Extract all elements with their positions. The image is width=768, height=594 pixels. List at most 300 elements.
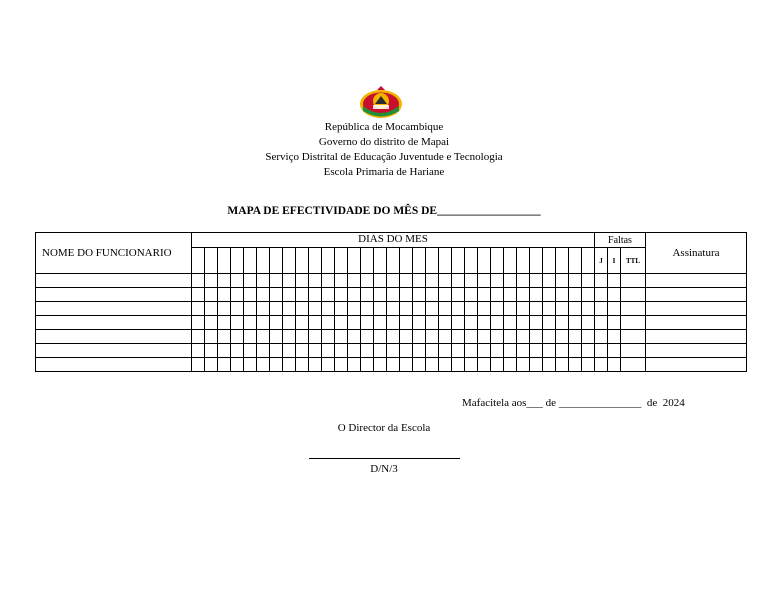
table-cell[interactable] (595, 274, 608, 288)
day-column-cell (309, 248, 322, 274)
director-label: O Director da Escola (337, 422, 431, 434)
table-cell[interactable] (244, 344, 257, 358)
table-cell[interactable] (465, 344, 478, 358)
table-cell[interactable] (491, 344, 504, 358)
table-cell[interactable] (465, 316, 478, 330)
signature-cell[interactable] (646, 288, 747, 302)
table-cell[interactable] (517, 274, 530, 288)
day-column-cell (569, 248, 582, 274)
table-cell[interactable] (374, 316, 387, 330)
table-cell[interactable] (335, 358, 348, 372)
table-cell[interactable] (569, 358, 582, 372)
table-cell[interactable] (192, 316, 205, 330)
signature-cell[interactable] (646, 274, 747, 288)
table-cell[interactable] (504, 344, 517, 358)
table-cell[interactable] (348, 316, 361, 330)
table-cell[interactable] (426, 330, 439, 344)
table-cell[interactable] (309, 344, 322, 358)
day-column-cell (413, 248, 426, 274)
table-cell[interactable] (543, 316, 556, 330)
table-cell[interactable] (517, 316, 530, 330)
table-cell[interactable] (530, 330, 543, 344)
table-cell[interactable] (387, 358, 400, 372)
table-cell[interactable] (426, 274, 439, 288)
name-cell[interactable] (36, 316, 192, 330)
table-cell[interactable] (218, 316, 231, 330)
table-cell[interactable] (530, 274, 543, 288)
table-row (36, 302, 747, 316)
table-cell[interactable] (569, 316, 582, 330)
table-cell[interactable] (296, 274, 309, 288)
table-cell[interactable] (244, 330, 257, 344)
table-cell[interactable] (595, 316, 608, 330)
table-cell[interactable] (413, 288, 426, 302)
table-cell[interactable] (465, 288, 478, 302)
table-cell[interactable] (244, 316, 257, 330)
table-cell[interactable] (478, 302, 491, 316)
table-cell[interactable] (348, 302, 361, 316)
table-cell[interactable] (439, 358, 452, 372)
table-cell[interactable] (426, 344, 439, 358)
table-cell[interactable] (530, 288, 543, 302)
table-cell[interactable] (400, 358, 413, 372)
table-cell[interactable] (621, 274, 646, 288)
table-cell[interactable] (387, 288, 400, 302)
document-code: D/N/3 (370, 463, 398, 475)
table-cell[interactable] (426, 358, 439, 372)
table-cell[interactable] (556, 344, 569, 358)
day-column-cell (296, 248, 309, 274)
table-cell[interactable] (192, 330, 205, 344)
table-cell[interactable] (387, 316, 400, 330)
table-cell[interactable] (374, 288, 387, 302)
table-cell[interactable] (413, 274, 426, 288)
day-column-cell (439, 248, 452, 274)
table-cell[interactable] (452, 316, 465, 330)
table-cell[interactable] (582, 358, 595, 372)
table-cell[interactable] (569, 288, 582, 302)
table-cell[interactable] (270, 316, 283, 330)
table-cell[interactable] (348, 288, 361, 302)
table-cell[interactable] (374, 330, 387, 344)
table-cell[interactable] (530, 344, 543, 358)
table-cell[interactable] (556, 274, 569, 288)
table-cell[interactable] (621, 316, 646, 330)
table-cell[interactable] (283, 274, 296, 288)
table-cell[interactable] (361, 288, 374, 302)
name-cell[interactable] (36, 288, 192, 302)
table-cell[interactable] (192, 288, 205, 302)
signature-cell[interactable] (646, 316, 747, 330)
table-cell[interactable] (335, 274, 348, 288)
table-cell[interactable] (608, 274, 621, 288)
table-cell[interactable] (205, 288, 218, 302)
table-cell[interactable] (296, 302, 309, 316)
table-cell[interactable] (309, 316, 322, 330)
day-column-cell (387, 248, 400, 274)
table-cell[interactable] (582, 274, 595, 288)
table-cell[interactable] (257, 274, 270, 288)
table-cell[interactable] (361, 344, 374, 358)
faltas-header-ttl: TTL (621, 248, 646, 274)
table-cell[interactable] (192, 344, 205, 358)
table-cell[interactable] (478, 358, 491, 372)
table-cell[interactable] (543, 330, 556, 344)
table-cell[interactable] (192, 302, 205, 316)
signature-cell[interactable] (646, 330, 747, 344)
table-cell[interactable] (517, 344, 530, 358)
table-row (36, 330, 747, 344)
table-cell[interactable] (348, 330, 361, 344)
table-cell[interactable] (296, 330, 309, 344)
day-column-cell (543, 248, 556, 274)
day-column-cell (530, 248, 543, 274)
table-cell[interactable] (582, 288, 595, 302)
table-cell[interactable] (608, 330, 621, 344)
table-cell[interactable] (296, 344, 309, 358)
table-cell[interactable] (543, 302, 556, 316)
day-column-cell (348, 248, 361, 274)
faltas-header-i: I (608, 248, 621, 274)
table-cell[interactable] (374, 302, 387, 316)
table-cell[interactable] (413, 302, 426, 316)
table-cell[interactable] (621, 330, 646, 344)
table-row (36, 358, 747, 372)
header-line-republic: República de Mocambique (324, 121, 444, 133)
table-cell[interactable] (309, 274, 322, 288)
table-cell[interactable] (244, 358, 257, 372)
table-cell[interactable] (374, 274, 387, 288)
table-cell[interactable] (569, 302, 582, 316)
table-cell[interactable] (543, 274, 556, 288)
table-cell[interactable] (231, 330, 244, 344)
table-cell[interactable] (413, 344, 426, 358)
table-cell[interactable] (595, 358, 608, 372)
table-cell[interactable] (322, 344, 335, 358)
signature-line (309, 458, 460, 459)
table-cell[interactable] (556, 302, 569, 316)
table-cell[interactable] (413, 330, 426, 344)
table-cell[interactable] (478, 330, 491, 344)
table-cell[interactable] (283, 288, 296, 302)
table-cell[interactable] (582, 344, 595, 358)
table-cell[interactable] (452, 274, 465, 288)
table-cell[interactable] (543, 344, 556, 358)
table-cell[interactable] (504, 288, 517, 302)
table-cell[interactable] (543, 288, 556, 302)
table-cell[interactable] (361, 358, 374, 372)
header-line-service: Serviço Distrital de Educação Juventude e Tecnologia (265, 151, 503, 163)
table-cell[interactable] (283, 344, 296, 358)
header-line-government: Governo do distrito de Mapai (318, 136, 450, 148)
table-cell[interactable] (491, 330, 504, 344)
table-cell[interactable] (270, 358, 283, 372)
table-cell[interactable] (205, 330, 218, 344)
table-cell[interactable] (426, 302, 439, 316)
table-cell[interactable] (322, 358, 335, 372)
table-cell[interactable] (517, 330, 530, 344)
table-cell[interactable] (413, 358, 426, 372)
table-cell[interactable] (231, 316, 244, 330)
table-cell[interactable] (283, 316, 296, 330)
table-cell[interactable] (452, 302, 465, 316)
table-cell[interactable] (218, 358, 231, 372)
table-cell[interactable] (452, 344, 465, 358)
table-cell[interactable] (595, 302, 608, 316)
signature-cell[interactable] (646, 302, 747, 316)
table-cell[interactable] (426, 316, 439, 330)
table-cell[interactable] (309, 288, 322, 302)
table-cell[interactable] (491, 274, 504, 288)
table-cell[interactable] (452, 288, 465, 302)
table-cell[interactable] (439, 302, 452, 316)
table-cell[interactable] (608, 288, 621, 302)
table-cell[interactable] (478, 316, 491, 330)
table-cell[interactable] (192, 358, 205, 372)
day-column-cell (426, 248, 439, 274)
table-cell[interactable] (322, 274, 335, 288)
day-column-cell (491, 248, 504, 274)
table-cell[interactable] (543, 358, 556, 372)
table-cell[interactable] (504, 274, 517, 288)
table-cell[interactable] (504, 330, 517, 344)
table-cell[interactable] (257, 344, 270, 358)
table-cell[interactable] (426, 288, 439, 302)
table-cell[interactable] (231, 302, 244, 316)
table-cell[interactable] (205, 358, 218, 372)
table-cell[interactable] (374, 358, 387, 372)
day-column-cell (517, 248, 530, 274)
table-cell[interactable] (231, 288, 244, 302)
table-cell[interactable] (205, 302, 218, 316)
column-header-faltas: Faltas (595, 233, 646, 248)
table-cell[interactable] (335, 288, 348, 302)
table-cell[interactable] (335, 330, 348, 344)
name-cell[interactable] (36, 358, 192, 372)
table-cell[interactable] (439, 274, 452, 288)
table-cell[interactable] (504, 302, 517, 316)
day-column-cell (218, 248, 231, 274)
table-cell[interactable] (244, 302, 257, 316)
table-cell[interactable] (348, 274, 361, 288)
table-cell[interactable] (270, 344, 283, 358)
table-cell[interactable] (439, 316, 452, 330)
table-cell[interactable] (452, 330, 465, 344)
table-cell[interactable] (621, 288, 646, 302)
table-cell[interactable] (400, 302, 413, 316)
table-cell[interactable] (621, 344, 646, 358)
table-cell[interactable] (205, 274, 218, 288)
table-cell[interactable] (465, 358, 478, 372)
table-cell[interactable] (608, 302, 621, 316)
table-cell[interactable] (595, 330, 608, 344)
table-cell[interactable] (257, 330, 270, 344)
day-column-cell (270, 248, 283, 274)
document-title: MAPA DE EFECTIVIDADE DO MÊS DE__________________ (227, 205, 541, 217)
table-row (36, 316, 747, 330)
table-cell[interactable] (270, 302, 283, 316)
institution-header (0, 120, 768, 180)
name-cell[interactable] (36, 344, 192, 358)
table-cell[interactable] (244, 288, 257, 302)
table-cell[interactable] (530, 358, 543, 372)
day-column-cell (465, 248, 478, 274)
table-cell[interactable] (322, 302, 335, 316)
column-header-signature: Assinatura (646, 233, 747, 274)
table-cell[interactable] (257, 302, 270, 316)
table-cell[interactable] (478, 344, 491, 358)
table-cell[interactable] (296, 288, 309, 302)
table-cell[interactable] (218, 330, 231, 344)
table-cell[interactable] (556, 330, 569, 344)
table-cell[interactable] (608, 344, 621, 358)
table-cell[interactable] (556, 316, 569, 330)
table-cell[interactable] (283, 302, 296, 316)
table-cell[interactable] (517, 302, 530, 316)
table-cell[interactable] (348, 358, 361, 372)
table-cell[interactable] (621, 302, 646, 316)
table-cell[interactable] (205, 316, 218, 330)
name-cell[interactable] (36, 302, 192, 316)
table-cell[interactable] (387, 302, 400, 316)
table-cell[interactable] (439, 288, 452, 302)
table-cell[interactable] (283, 358, 296, 372)
table-cell[interactable] (582, 302, 595, 316)
table-cell[interactable] (257, 288, 270, 302)
table-cell[interactable] (582, 316, 595, 330)
table-cell[interactable] (517, 288, 530, 302)
table-cell[interactable] (387, 344, 400, 358)
table-cell[interactable] (283, 330, 296, 344)
table-cell[interactable] (413, 316, 426, 330)
table-cell[interactable] (569, 274, 582, 288)
day-column-cell (244, 248, 257, 274)
table-cell[interactable] (465, 330, 478, 344)
table-cell[interactable] (218, 288, 231, 302)
table-cell[interactable] (192, 274, 205, 288)
table-cell[interactable] (257, 316, 270, 330)
table-cell[interactable] (504, 316, 517, 330)
table-cell[interactable] (478, 288, 491, 302)
table-cell[interactable] (439, 344, 452, 358)
table-cell[interactable] (608, 316, 621, 330)
table-cell[interactable] (361, 330, 374, 344)
table-cell[interactable] (452, 358, 465, 372)
table-cell[interactable] (556, 288, 569, 302)
table-cell[interactable] (218, 344, 231, 358)
table-row (36, 274, 747, 288)
name-cell[interactable] (36, 330, 192, 344)
table-cell[interactable] (309, 358, 322, 372)
table-cell[interactable] (387, 274, 400, 288)
table-cell[interactable] (621, 358, 646, 372)
table-cell[interactable] (270, 274, 283, 288)
table-cell[interactable] (361, 274, 374, 288)
table-cell[interactable] (218, 302, 231, 316)
table-cell[interactable] (270, 330, 283, 344)
table-cell[interactable] (504, 358, 517, 372)
table-cell[interactable] (556, 358, 569, 372)
day-column-cell (504, 248, 517, 274)
column-header-name: NOME DO FUNCIONARIO (36, 233, 192, 274)
table-cell[interactable] (322, 316, 335, 330)
table-cell[interactable] (296, 358, 309, 372)
table-cell[interactable] (595, 344, 608, 358)
table-cell[interactable] (387, 330, 400, 344)
table-cell[interactable] (569, 330, 582, 344)
table-cell[interactable] (465, 274, 478, 288)
table-cell[interactable] (335, 302, 348, 316)
table-cell[interactable] (244, 274, 257, 288)
day-column-cell (205, 248, 218, 274)
table-cell[interactable] (439, 330, 452, 344)
table-cell[interactable] (491, 316, 504, 330)
table-cell[interactable] (582, 330, 595, 344)
table-cell[interactable] (374, 344, 387, 358)
day-column-cell (556, 248, 569, 274)
signature-cell[interactable] (646, 344, 747, 358)
table-cell[interactable] (400, 330, 413, 344)
table-cell[interactable] (491, 302, 504, 316)
header-line-school: Escola Primaria de Hariane (323, 166, 445, 178)
table-cell[interactable] (218, 274, 231, 288)
table-cell[interactable] (205, 344, 218, 358)
table-cell[interactable] (348, 344, 361, 358)
day-column-cell (361, 248, 374, 274)
table-cell[interactable] (400, 344, 413, 358)
day-column-cell (582, 248, 595, 274)
signature-cell[interactable] (646, 358, 747, 372)
faltas-header-j: J (595, 248, 608, 274)
day-column-cell (478, 248, 491, 274)
day-column-cell (335, 248, 348, 274)
place-date-line: Mafacitela aos___ de _______________ de 2024 (462, 397, 685, 409)
table-cell[interactable] (517, 358, 530, 372)
name-cell[interactable] (36, 274, 192, 288)
day-column-cell (283, 248, 296, 274)
table-cell[interactable] (257, 358, 270, 372)
table-cell[interactable] (400, 288, 413, 302)
table-cell[interactable] (270, 288, 283, 302)
table-cell[interactable] (231, 358, 244, 372)
table-cell[interactable] (491, 358, 504, 372)
table-cell[interactable] (361, 302, 374, 316)
table-cell[interactable] (322, 288, 335, 302)
table-cell[interactable] (595, 288, 608, 302)
day-column-cell (192, 248, 205, 274)
table-cell[interactable] (608, 358, 621, 372)
table-cell[interactable] (530, 302, 543, 316)
table-cell[interactable] (322, 330, 335, 344)
table-cell[interactable] (231, 344, 244, 358)
table-cell[interactable] (400, 274, 413, 288)
column-header-days: DIAS DO MES (192, 233, 595, 248)
table-cell[interactable] (491, 288, 504, 302)
table-cell[interactable] (335, 316, 348, 330)
table-cell[interactable] (361, 316, 374, 330)
day-column-cell (322, 248, 335, 274)
table-cell[interactable] (231, 274, 244, 288)
table-cell[interactable] (296, 316, 309, 330)
table-cell[interactable] (309, 330, 322, 344)
table-cell[interactable] (309, 302, 322, 316)
table-cell[interactable] (569, 344, 582, 358)
table-cell[interactable] (530, 316, 543, 330)
table-cell[interactable] (400, 316, 413, 330)
table-cell[interactable] (465, 302, 478, 316)
table-cell[interactable] (478, 274, 491, 288)
table-cell[interactable] (335, 344, 348, 358)
